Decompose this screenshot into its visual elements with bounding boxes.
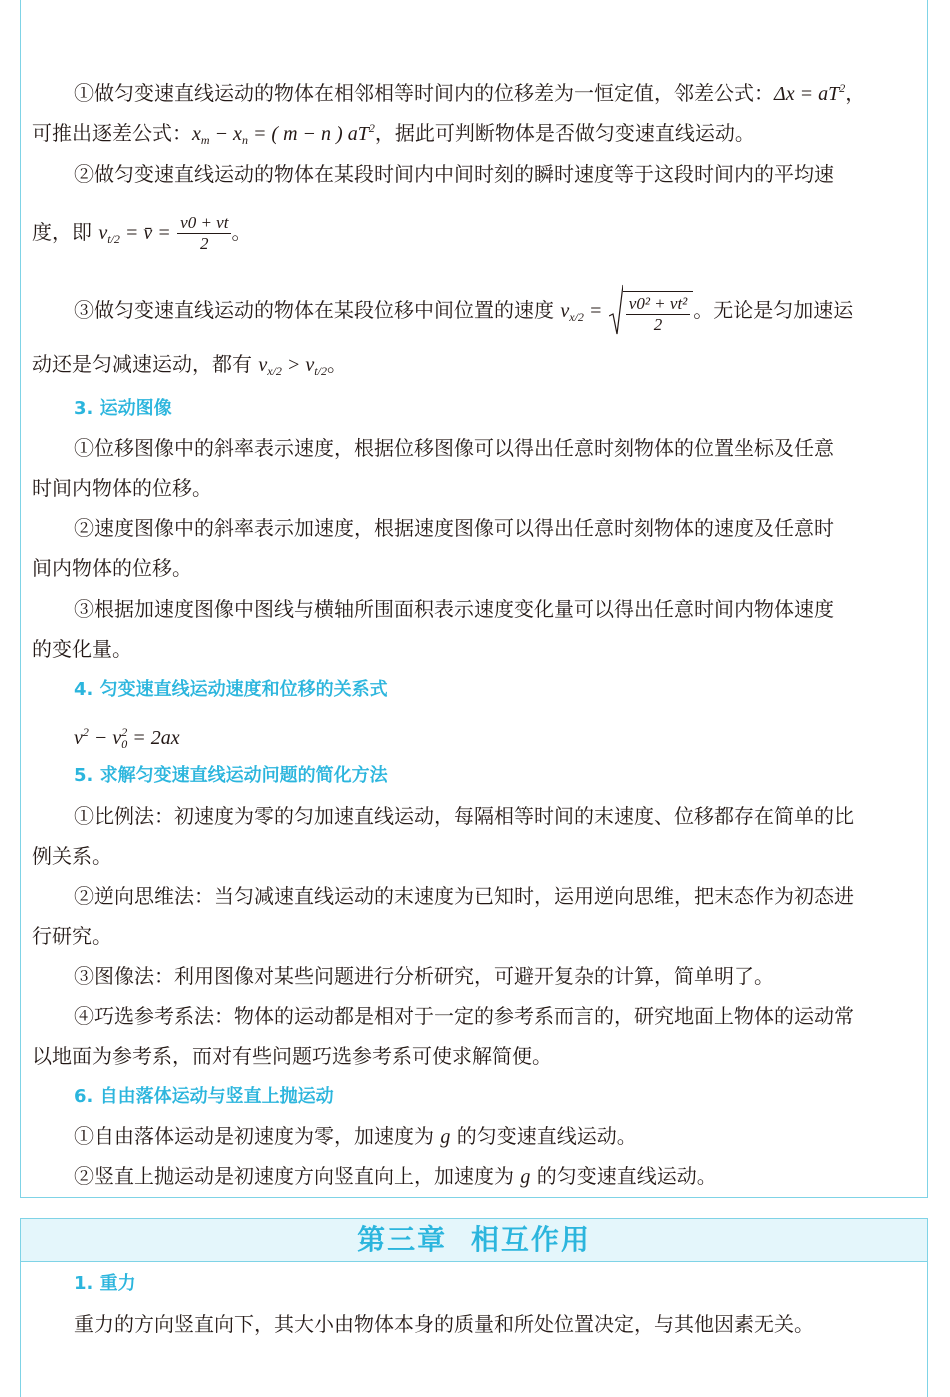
item3-fraction	[623, 291, 693, 335]
section6-p1	[74, 1116, 950, 1157]
item3-den: 2	[653, 315, 663, 334]
section6-p2-text-b: 的匀变速直线运动。	[536, 1164, 717, 1188]
section6-p2	[74, 1156, 950, 1197]
section6-p1-text-b: 的匀变速直线运动。	[456, 1124, 637, 1148]
section5-p2b: 行研究。	[32, 924, 112, 948]
item1-formula2: $x_m - x_n$ = ( m − n ) $aT^2$	[192, 121, 375, 147]
section5-p4a: ④巧选参考系法：物体的运动都是相对于一定的参考系而言的，研究地面上物体的运动常	[74, 1004, 854, 1028]
gravity-heading: 1. 重力	[74, 1273, 136, 1294]
item2-vmid: $v_{t/2}$ = v̄ =	[98, 222, 171, 246]
item2-num: v0 + vt	[177, 213, 231, 234]
gravity-text: 重力的方向竖直向下，其大小由物体本身的质量和所处位置决定，与其他因素无关。	[74, 1312, 814, 1336]
section6-p2-text-a: ②竖直上抛运动是初速度方向竖直向上，加速度为	[74, 1164, 514, 1188]
section6-p1-g: g	[440, 1126, 451, 1148]
chapter-title: 相互作用	[470, 1223, 591, 1256]
section3-p3b: 的变化量。	[32, 637, 132, 661]
item3-text-a: ③做匀变速直线运动的物体在某段位移中间位置的速度	[74, 298, 554, 322]
item3-sqrt	[609, 284, 693, 340]
section5-heading: 5. 求解匀变速直线运动问题的简化方法	[74, 765, 388, 786]
section3-p1a: ①位移图像中的斜率表示速度，根据位移图像可以得出任意时刻物体的位置坐标及任意	[74, 436, 834, 460]
section3-p2a: ②速度图像中的斜率表示加速度，根据速度图像可以得出任意时刻物体的速度及任意时	[74, 516, 834, 540]
item2-line1: ②做匀变速直线运动的物体在某段时间内中间时刻的瞬时速度等于这段时间内的平均速	[74, 162, 834, 186]
item3-num: v0² + vt²	[626, 294, 690, 315]
section5-p3: ③图像法：利用图像对某些问题进行分析研究，可避开复杂的计算，简单明了。	[74, 964, 774, 988]
item1-text-a: ①做匀变速直线运动的物体在相邻相等时间内的位移差为一恒定值，邻差公式：	[74, 81, 774, 105]
section3-p1b: 时间内物体的位移。	[32, 476, 212, 500]
item3-inequality: $v_{x/2} > v_{t/2}$	[258, 354, 327, 378]
section3-p3a: ③根据加速度图像中图线与横轴所围面积表示速度变化量可以得出任意时间内物体速度	[74, 597, 834, 621]
item2-end: 。	[231, 220, 252, 244]
section4-heading: 4. 匀变速直线运动速度和位移的关系式	[74, 679, 388, 700]
item2-fraction	[177, 213, 231, 254]
section5-p2a: ②逆向思维法：当匀减速直线运动的末速度为已知时，运用逆向思维，把末态作为初态进	[74, 884, 854, 908]
item3-line2	[32, 344, 922, 391]
item3-text-b: 。无论是匀加速运	[693, 298, 854, 322]
item1-end: ，	[845, 81, 866, 105]
item1-formula: $\Delta x = aT^2$	[774, 81, 846, 105]
item1-text-c: ，据此可判断物体是否做匀变速直线运动。	[374, 121, 755, 145]
item1-text-b: 可推出逐差公式：	[32, 121, 192, 145]
section5-p1a: ①比例法：初速度为零的匀加速直线运动，每隔相等时间的末速度、位移都存在简单的比	[74, 804, 854, 828]
section3-heading: 3. 运动图像	[74, 398, 172, 419]
section6-heading: 6. 自由落体运动与竖直上抛运动	[74, 1086, 334, 1107]
chapter-number: 第三章	[357, 1223, 448, 1256]
radical-sign-icon	[609, 284, 623, 336]
section6-p1-text-a: ①自由落体运动是初速度为零，加速度为	[74, 1124, 434, 1148]
item3-end: 。	[326, 352, 347, 376]
item1-line2	[32, 108, 922, 160]
chapter-banner	[20, 1218, 928, 1262]
item3-text-c: 动还是匀减速运动，都有	[32, 352, 252, 376]
item3-line1	[74, 282, 950, 345]
item2-den: 2	[200, 234, 209, 253]
section5-p4b: 以地面为参考系，而对有些问题巧选参考系可使求解简便。	[32, 1044, 552, 1068]
section6-p2-g: g	[520, 1166, 531, 1188]
section3-p2b: 间内物体的位移。	[32, 556, 192, 580]
item2-line2	[32, 208, 922, 263]
section4-formula: $v^2 - v_0^2 = 2ax$	[74, 725, 180, 751]
item2-text-b: 度，即	[32, 220, 92, 244]
item3-vmid: $v_{x/2}$ =	[560, 300, 603, 324]
section5-p1b: 例关系。	[32, 844, 112, 868]
